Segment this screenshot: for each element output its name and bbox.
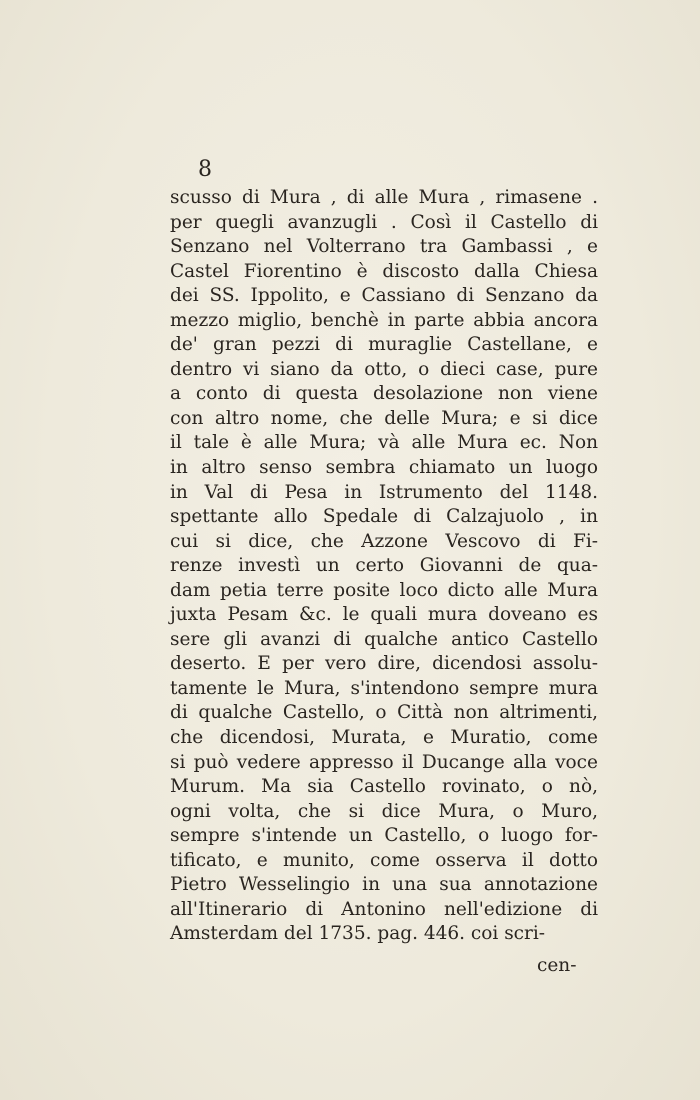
text-line: ogni volta, che si dice Mura, o Muro, (170, 800, 598, 822)
text-line: in altro senso sembra chiamato un luogo (170, 457, 598, 479)
text-line: di qualche Castello, o Città non altrimenti, (170, 702, 598, 724)
text-line: a conto di questa desolazione non viene (170, 383, 598, 405)
text-line: sempre s'intende un Castello, o luogo for- (170, 825, 598, 847)
text-line: dentro vi siano da otto, o dieci case, pure (170, 358, 598, 380)
text-line: che dicendosi, Murata, e Muratio, come (170, 727, 598, 749)
text-line: dam petia terre posite loco dicto alle Mura (170, 579, 598, 601)
text-line: con altro nome, che delle Mura; e si dice (170, 407, 598, 429)
text-line: juxta Pesam &c. le quali mura doveano es (170, 604, 598, 626)
text-line: renze investì un certo Giovanni de qua- (170, 555, 598, 577)
text-line: Senzano nel Volterrano tra Gambassi , e (170, 236, 598, 258)
text-line: si può vedere appresso il Ducange alla voce (170, 751, 598, 773)
text-line: Amsterdam del 1735. pag. 446. coi scri- (170, 923, 546, 945)
text-line: de' gran pezzi di muraglie Castellane, e (170, 334, 598, 356)
body-text (170, 186, 598, 947)
text-line: sere gli avanzi di qualche antico Castello (170, 628, 598, 650)
text-line: Murum. Ma sia Castello rovinato, o nò, (170, 776, 598, 798)
text-line: dei SS. Ippolito, e Cassiano di Senzano da (170, 285, 598, 307)
text-line: scusso di Mura , di alle Mura , rimasene . (170, 187, 598, 208)
text-line: mezzo miglio, benchè in parte abbia ancora (170, 309, 598, 331)
text-line: per quegli avanzugli . Così il Castello di (170, 211, 598, 233)
text-line: il tale è alle Mura; và alle Mura ec. Non (170, 432, 598, 454)
text-line: deserto. E per vero dire, dicendosi assolu- (170, 653, 598, 675)
catchword: cen- (537, 955, 577, 976)
text-line: tificato, e munito, come osserva il dotto (170, 849, 598, 871)
text-line: cui si dice, che Azzone Vescovo di Fi- (170, 530, 598, 552)
text-line: in Val di Pesa in Istrumento del 1148. (170, 481, 598, 503)
page-number: 8 (198, 157, 212, 182)
text-line: spettante allo Spedale di Calzajuolo , in (170, 506, 598, 528)
text-line: Castel Fiorentino è discosto dalla Chiesa (170, 260, 598, 282)
text-line: tamente le Mura, s'intendono sempre mura (170, 677, 598, 699)
text-line: all'Itinerario di Antonino nell'edizione di (170, 898, 598, 920)
text-line: Pietro Wesselingio in una sua annotazione (170, 874, 598, 896)
